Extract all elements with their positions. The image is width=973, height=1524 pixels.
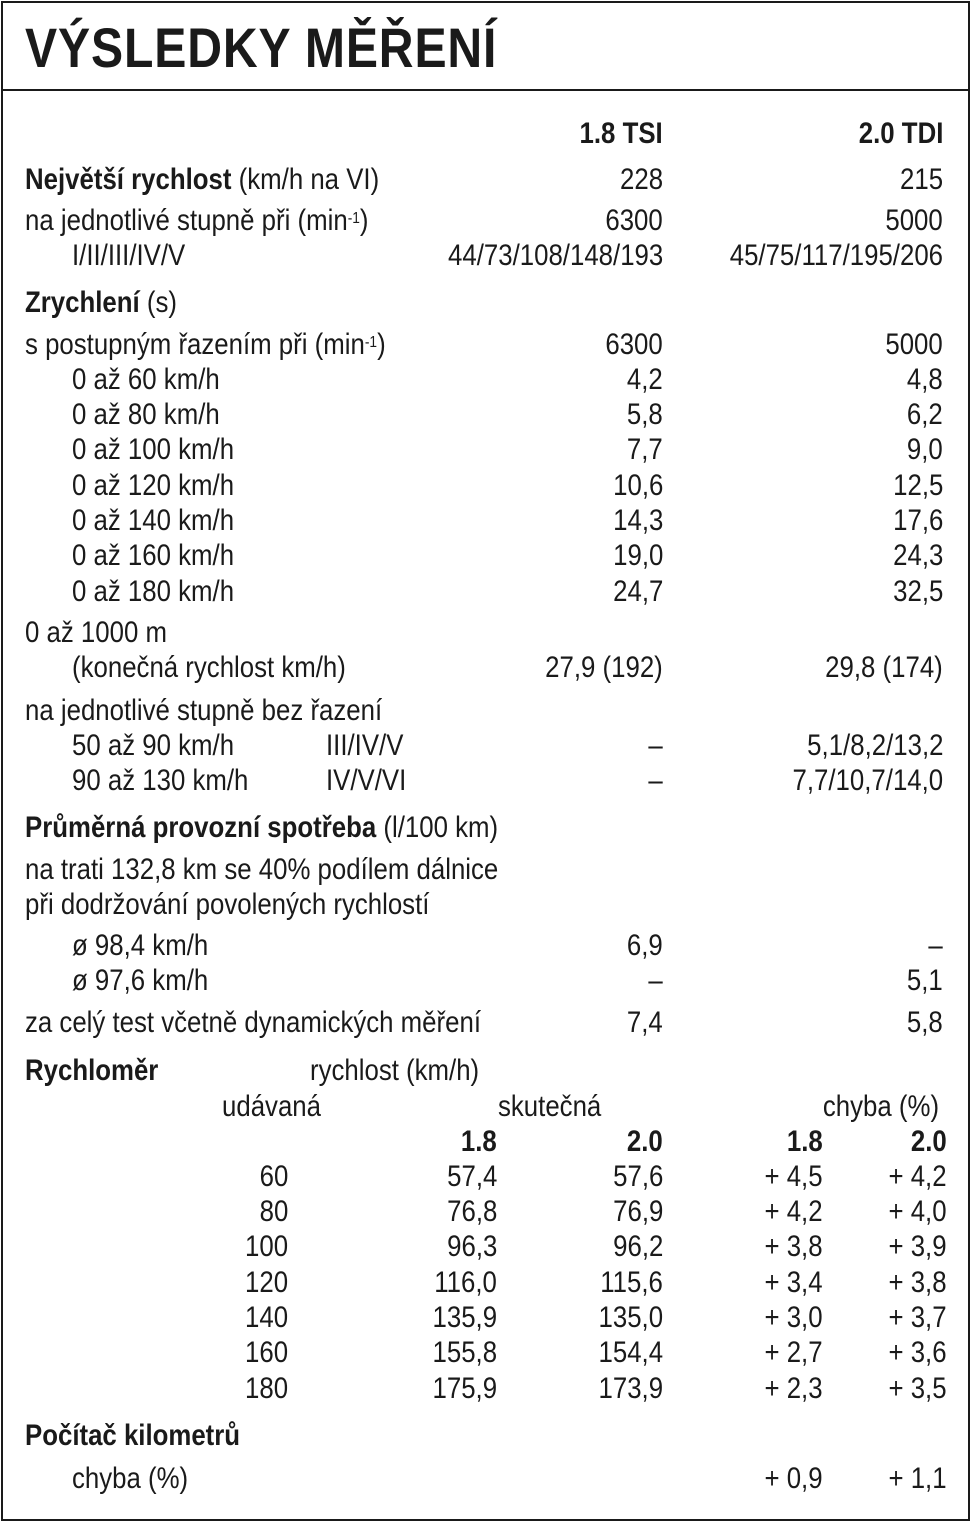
accel-row-tsi: 14,3	[612, 504, 663, 537]
column-header-tdi: 2.0 TDI	[858, 117, 943, 150]
speedo-row-actual-18: 96,3	[446, 1230, 497, 1263]
speedo-row-actual-18: 135,9	[432, 1301, 497, 1334]
speedo-row-indicated: 180	[244, 1372, 288, 1405]
page-title: VÝSLEDKY MĚŘENÍ	[25, 16, 498, 79]
no-shift-row-tdi: 5,1/8,2/13,2	[806, 729, 943, 762]
accel-row-label: 0 až 60 km/h	[72, 363, 220, 396]
max-speed-rpm-tsi: 6300	[605, 204, 663, 237]
km-tdi: 29,8 (174)	[825, 651, 943, 684]
speed-header: rychlost (km/h)	[310, 1054, 480, 1087]
speedo-row-actual-18: 76,8	[446, 1195, 497, 1228]
speedo-row-indicated: 120	[244, 1266, 288, 1299]
accel-row-label: 0 až 80 km/h	[72, 398, 220, 431]
max-speed-rpm-tdi: 5000	[885, 204, 943, 237]
consumption-total-label: za celý test včetně dynamických měření	[25, 1006, 481, 1039]
odometer-error-label: chyba (%)	[72, 1462, 189, 1495]
no-shift-label: na jednotlivé stupně bez řazení	[25, 694, 383, 727]
consumption-row-label: ø 98,4 km/h	[72, 929, 209, 962]
accel-row-tsi: 19,0	[612, 539, 663, 572]
no-shift-row-label: 90 až 130 km/h	[72, 764, 249, 797]
max-speed-rpm-label: na jednotlivé stupně při $(\min^{-1})$	[25, 204, 369, 237]
shift-rpm-tsi: 6300	[605, 328, 663, 361]
no-shift-row-label: 50 až 90 km/h	[72, 729, 235, 762]
consumption-row-tsi: 6,9	[627, 929, 663, 962]
speedo-row-actual-18: 155,8	[432, 1336, 497, 1369]
column-header-tsi: 1.8 TSI	[579, 117, 663, 150]
acceleration-heading: Zrychlení (s)	[25, 286, 177, 319]
speedo-row-actual-20: 115,6	[600, 1266, 663, 1299]
error-header: chyba (%)	[822, 1090, 939, 1123]
no-shift-row-tdi: 7,7/10,7/14,0	[792, 764, 943, 797]
accel-row-tdi: 4,8	[907, 363, 943, 396]
accel-row-tdi: 12,5	[892, 469, 943, 502]
speedo-row-actual-20: 173,9	[598, 1372, 663, 1405]
speedo-row-error-20: + 4,0	[888, 1195, 947, 1228]
consumption-row-label: ø 97,6 km/h	[72, 964, 209, 997]
speedo-row-error-18: + 3,4	[764, 1266, 823, 1299]
accel-row-tsi: 10,6	[612, 469, 663, 502]
speedo-row-error-18: + 2,3	[764, 1372, 823, 1405]
consumption-row-tdi: –	[928, 929, 943, 962]
speedo-row-error-20: + 3,7	[888, 1301, 947, 1334]
accel-row-tdi: 32,5	[892, 575, 943, 608]
no-shift-row-tsi: –	[648, 729, 663, 762]
consumption-desc-2: při dodržování povolených rychlostí	[25, 888, 430, 921]
accel-row-label: 0 až 160 km/h	[72, 539, 235, 572]
speedo-row-actual-20: 57,6	[612, 1160, 663, 1193]
accel-row-tsi: 24,7	[612, 575, 663, 608]
speedo-row-error-20: + 3,9	[888, 1230, 947, 1263]
accel-row-label: 0 až 140 km/h	[72, 504, 235, 537]
accel-row-label: 0 až 100 km/h	[72, 433, 235, 466]
speedo-row-actual-18: 175,9	[432, 1372, 497, 1405]
speedo-row-error-20: + 4,2	[888, 1160, 947, 1193]
km-sub-label: (konečná rychlost km/h)	[72, 651, 346, 684]
accel-row-label: 0 až 120 km/h	[72, 469, 235, 502]
accel-row-tdi: 17,6	[892, 504, 943, 537]
accel-row-tsi: 4,2	[627, 363, 663, 396]
gears-label: I/II/III/IV/V	[72, 239, 186, 272]
actual-20-header: 2.0	[627, 1125, 663, 1158]
accel-row-tdi: 9,0	[907, 433, 943, 466]
consumption-total-tdi: 5,8	[907, 1006, 943, 1039]
gears-tsi: 44/73/108/148/193	[447, 239, 663, 272]
speedo-row-error-18: + 3,8	[764, 1230, 823, 1263]
max-speed-tsi: 228	[619, 163, 663, 196]
actual-header: skutečná	[498, 1090, 602, 1123]
no-shift-row-tsi: –	[648, 764, 663, 797]
odometer-heading: Počítač kilometrů	[25, 1419, 241, 1452]
speedo-row-indicated: 60	[259, 1160, 288, 1193]
speedo-row-actual-20: 135,0	[598, 1301, 663, 1334]
accel-row-tdi: 24,3	[892, 539, 943, 572]
accel-row-tsi: 5,8	[627, 398, 663, 431]
shift-rpm-tdi: 5000	[885, 328, 943, 361]
speedo-row-actual-18: 116,0	[434, 1266, 497, 1299]
consumption-row-tsi: –	[648, 964, 663, 997]
error-20-header: 2.0	[911, 1125, 947, 1158]
accel-row-label: 0 až 180 km/h	[72, 575, 235, 608]
speedo-row-indicated: 100	[244, 1230, 288, 1263]
odometer-error-18: + 0,9	[764, 1462, 823, 1495]
gears-tdi: 45/75/117/195/206	[729, 239, 943, 272]
km-label: 0 až 1000 m	[25, 616, 167, 649]
consumption-row-tdi: 5,1	[907, 964, 943, 997]
odometer-error-20: + 1,1	[888, 1462, 947, 1495]
speedo-row-indicated: 80	[259, 1195, 288, 1228]
speedo-row-error-18: + 4,5	[764, 1160, 823, 1193]
km-tsi: 27,9 (192)	[545, 651, 663, 684]
indicated-header: udávaná	[222, 1090, 321, 1123]
speedo-row-indicated: 140	[244, 1301, 288, 1334]
accel-row-tsi: 7,7	[627, 433, 663, 466]
consumption-heading: Průměrná provozní spotřeba (l/100 km)	[25, 811, 499, 844]
speedo-row-actual-18: 57,4	[446, 1160, 497, 1193]
shift-rpm-label: s postupným řazením při $(\min^{-1})$	[25, 328, 386, 361]
no-shift-row-gears: III/IV/V	[326, 729, 404, 762]
speedo-row-error-20: + 3,8	[888, 1266, 947, 1299]
accel-row-tdi: 6,2	[907, 398, 943, 431]
max-speed-heading: Největší rychlost (km/h na VI)	[25, 163, 380, 196]
speedo-row-error-20: + 3,6	[888, 1336, 947, 1369]
speedometer-heading: Rychloměr	[25, 1054, 159, 1087]
max-speed-tdi: 215	[899, 163, 943, 196]
actual-18-header: 1.8	[461, 1125, 497, 1158]
speedo-row-error-20: + 3,5	[888, 1372, 947, 1405]
speedo-row-indicated: 160	[244, 1336, 288, 1369]
speedo-row-actual-20: 76,9	[612, 1195, 663, 1228]
speedo-row-error-18: + 4,2	[764, 1195, 823, 1228]
error-18-header: 1.8	[787, 1125, 823, 1158]
speedo-row-error-18: + 3,0	[764, 1301, 823, 1334]
consumption-desc-1: na trati 132,8 km se 40% podílem dálnice	[25, 853, 499, 886]
speedo-row-actual-20: 154,4	[598, 1336, 663, 1369]
title-bar	[1, 1, 970, 91]
speedo-row-error-18: + 2,7	[764, 1336, 823, 1369]
speedo-row-actual-20: 96,2	[612, 1230, 663, 1263]
no-shift-row-gears: IV/V/VI	[326, 764, 407, 797]
consumption-total-tsi: 7,4	[627, 1006, 663, 1039]
